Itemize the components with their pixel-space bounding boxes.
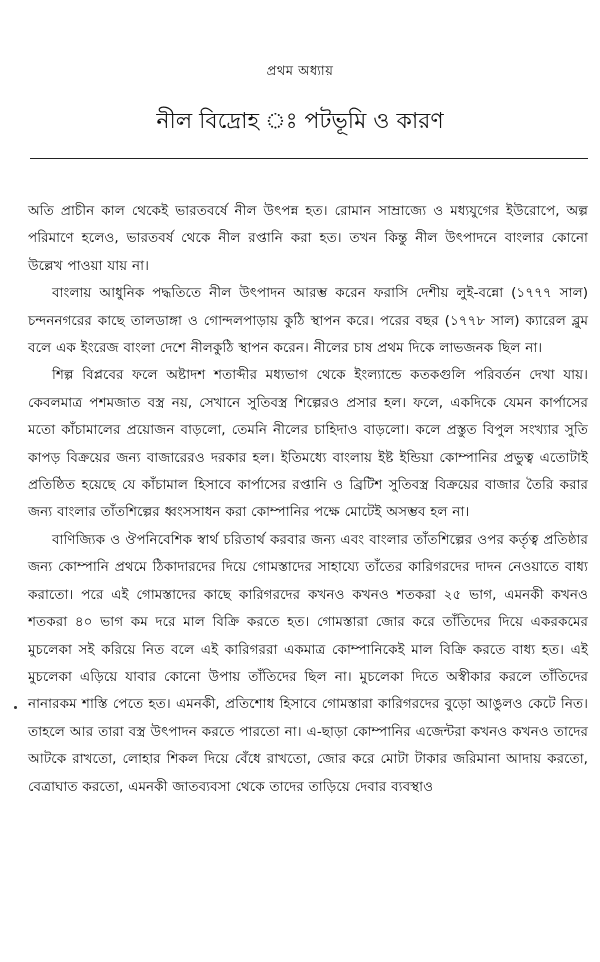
title-divider — [30, 158, 588, 159]
paragraph: বাণিজ্যিক ও ঔপনিবেশিক স্বার্থ চরিতার্থ করবার জন্য এবং বাংলার তাঁতশিল্পের ওপর কর্তৃত্ব প্রতিষ্ঠার জন্য কোম্পানি প্রথমে ঠিকাদারদের দিয়ে গোমস্তাদের সাহায্যে তাঁতের কারিগরদের দাদন নেওয়াতে বাধ্য করাতো। পরে এই গোমস্তাদের কাছে কারিগরদের কখনও কখনও শতকরা ২৫ ভাগ, এমনকী কখনও শতকরা ৪০ ভাগ কম দরে মাল বিক্রি করতে হত। গোমস্তারা জোর করে তাঁতিদের দিয়ে একরকমের মুচলেকা সই করিয়ে নিত বলে এই কারিগররা একমাত্র কোম্পানিকেই মাল বিক্রি করতে বাধ্য হত। এই মুচলেকা এড়িয়ে যাবার কোনো উপায় তাঁতিদের ছিল না। মুচলেকা দিতে অস্বীকার করলে তাঁতিদের নানারকম শাস্তি পেতে হত। এমনকী, প্রতিশোধ হিসাবে গোমস্তারা কারিগরদের বুড়ো আঙুলও কেটে নিত। তাহলে আর তারা বস্ত্র উৎপাদন করতে পারতো না। এ-ছাড়া কোম্পানির এজেন্টরা কখনও কখনও তাদের আটকে রাখতো, লোহার শিকল দিয়ে বেঁধে রাখতো, জোর করে মোটা টাকার জরিমানা আদায় করতো, বেত্রাঘাত করতো, এমনকী জাতব্যবসা থেকে তাদের তাড়িয়ে দেবার ব্যবস্থাও — [28, 531, 588, 795]
chapter-title: নীল বিদ্রোহ ঃ পটভূমি ও কারণ — [156, 109, 444, 134]
chapter-label: প্রথম অধ্যায় — [266, 64, 334, 79]
body-text — [28, 198, 588, 801]
paragraph: বাংলায় আধুনিক পদ্ধতিতে নীল উৎপাদন আরম্ভ করেন ফরাসি দেশীয় লুই-বন্নো (১৭৭৭ সাল) চন্দননগরের কাছে তালডাঙ্গা ও গোন্দলপাড়ায় কুঠি স্থাপন করে। পরের বছর (১৭৭৮ সাল) ক্যারেল ব্লুম বলে এক ইংরেজ বাংলা দেশে নীলকুঠি স্থাপন করেন। নীলের চাষ প্রথম দিকে লাভজনক ছিল না। — [28, 285, 588, 357]
paragraph: অতি প্রাচীন কাল থেকেই ভারতবর্ষে নীল উৎপন্ন হত। রোমান সাম্রাজ্যে ও মধ্যযুগের ইউরোপে, অল্প পরিমাণে হলেও, ভারতবর্ষ থেকে নীল রপ্তানি করা হত। তখন কিন্তু নীল উৎপাদনে বাংলার কোনো উল্লেখ পাওয়া যায় না। — [28, 203, 588, 274]
paragraph: শিল্প বিপ্লবের ফলে অষ্টাদশ শতাব্দীর মধ্যভাগ থেকে ইংল্যান্ডে কতকগুলি পরিবর্তন দেখা যায়। কেবলমাত্র পশমজাত বস্ত্র নয়, সেখানে সুতিবস্ত্র শিল্পেরও প্রসার হল। ফলে, একদিকে যেমন কার্পাসের মতো কাঁচামালের প্রয়োজন বাড়লো, তেমনি নীলের চাহিদাও বাড়লো। কলে প্রস্তুত বিপুল সংখ্যার সুতি কাপড় বিক্রয়ের জন্য বাজারেরও দরকার হল। ইতিমধ্যে বাংলায় ইষ্ট ইন্ডিয়া কোম্পানির প্রভুত্ব এতোটাই প্রতিষ্ঠিত হয়েছে যে কাঁচামাল হিসাবে কার্পাসের রপ্তানি ও ব্রিটিশ সুতিবস্ত্র বিক্রয়ের বাজার তৈরি করার জন্য বাংলার তাঁতশিল্পের ধ্বংসসাধন করা কোম্পানির পক্ষে মোটেই অসম্ভব হল না। — [28, 367, 588, 521]
stray-ink-dot — [14, 706, 17, 709]
